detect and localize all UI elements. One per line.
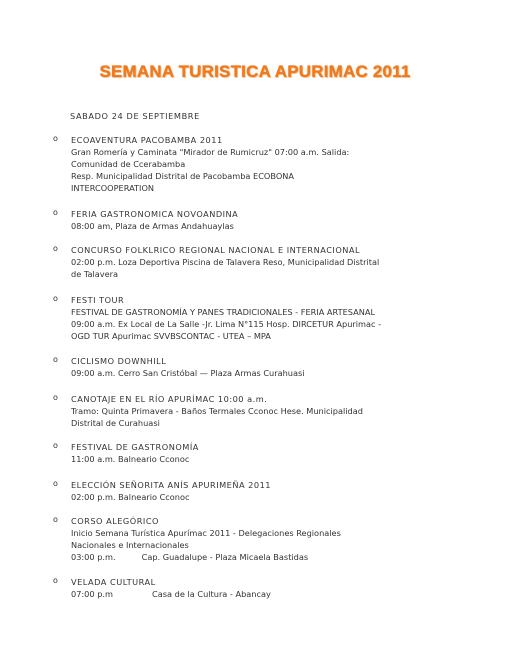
event-detail: 03:00 p.m. Cap. Guadalupe - Plaza Micaela Bastidas: [71, 552, 309, 562]
event-detail: Inicio Semana Turística Apurímac 2011 - Delegaciones Regionales: [71, 528, 341, 538]
event-text: [71, 441, 416, 465]
bullet-icon: o: [53, 244, 58, 253]
event-text: [71, 393, 416, 429]
event-text: [71, 208, 416, 232]
event-detail: Gran Romería y Caminata "Mirador de Rumicruz" 07:00 a.m. Salida:: [71, 147, 350, 157]
event-heading: VELADA CULTURAL: [71, 577, 156, 587]
bullet-icon: o: [53, 134, 58, 143]
event-heading: CICLISMO DOWNHILL: [71, 356, 167, 366]
event-text: [71, 134, 416, 194]
event-detail: Tramo: Quinta Primavera - Baños Termales Cconoc Hese. Municipalidad: [71, 406, 363, 416]
event-detail: INTERCOOPERATION: [71, 183, 155, 193]
event-detail: 08:00 am, Plaza de Armas Andahuaylas: [71, 221, 234, 231]
bullet-icon: o: [53, 294, 58, 303]
event-heading: FERIA GASTRONOMICA NOVOANDINA: [71, 209, 239, 219]
event-detail: Distrital de Curahuasi: [71, 418, 160, 428]
event-date: SABADO 24 DE SEPTIEMBRE: [70, 111, 200, 121]
bullet-icon: o: [53, 208, 58, 217]
event-heading: CONCURSO FOLKLRICO REGIONAL NACIONAL E INTERNACIONAL: [71, 245, 361, 255]
event-detail: 09:00 a.m. Cerro San Cristóbal — Plaza Armas Curahuasi: [71, 368, 305, 378]
bullet-icon: o: [53, 576, 58, 585]
event-text: [71, 355, 416, 379]
event-detail: Comunidad de Ccerabamba: [71, 159, 186, 169]
event-heading: CORSO ALEGÓRICO: [71, 516, 159, 526]
bullet-icon: o: [53, 479, 58, 488]
event-text: [71, 515, 416, 563]
event-heading: FESTI TOUR: [71, 295, 125, 305]
bullet-icon: o: [53, 355, 58, 364]
event-heading: ELECCIÓN SEÑORITA ANÍS APURIMEÑA 2011: [71, 480, 272, 490]
event-detail: 02:00 p.m. Balneario Cconoc: [71, 492, 190, 502]
event-detail: Resp. Municipalidad Distrital de Pacobamba ECOBONA: [71, 171, 295, 181]
bullet-icon: o: [53, 441, 58, 450]
bullet-icon: o: [53, 393, 58, 402]
event-text: [71, 294, 416, 342]
document-title: SEMANA TURISTICA APURIMAC 2011: [99, 62, 411, 81]
event-detail: Nacionales e Internacionales: [71, 540, 189, 550]
event-detail: 09:00 a.m. Ex Local de La Salle -Jr. Lima N°115 Hosp. DIRCETUR Apurimac -: [71, 319, 382, 329]
event-detail: FESTIVAL DE GASTRONOMÍA Y PANES TRADICIONALES - FERIA ARTESANAL: [71, 307, 376, 317]
event-detail: 11:00 a.m. Balneario Cconoc: [71, 454, 190, 464]
event-detail: 07:00 p.m Casa de la Cultura - Abancay: [71, 589, 271, 599]
event-heading: CANOTAJE EN EL RÍO APURÍMAC 10:00 a.m.: [71, 394, 268, 404]
bullet-icon: o: [53, 515, 58, 524]
event-heading: ECOAVENTURA PACOBAMBA 2011: [71, 135, 223, 145]
event-text: [71, 479, 416, 503]
event-text: [71, 244, 416, 280]
event-detail: OGD TUR Apurimac SVVBSCONTAC - UTEA – MPA: [71, 331, 271, 341]
event-text: [71, 576, 416, 600]
event-heading: FESTIVAL DE GASTRONOMÍA: [71, 442, 199, 452]
event-detail: de Talavera: [71, 269, 119, 279]
event-detail: 02:00 p.m. Loza Deportiva Piscina de Talavera Reso, Municipalidad Distrital: [71, 257, 380, 267]
